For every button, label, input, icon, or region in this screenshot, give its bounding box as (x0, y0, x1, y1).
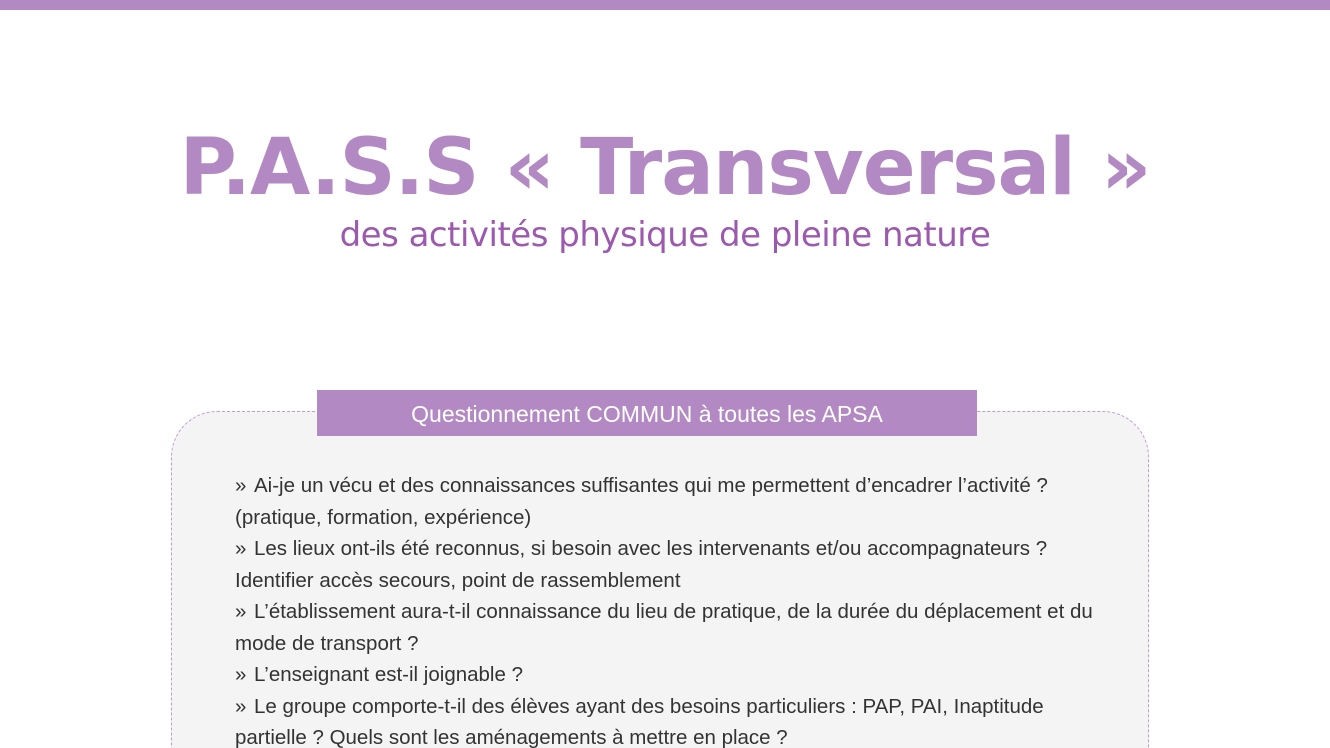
page-title: P.A.S.S « Transversal » (179, 123, 1151, 213)
list-item (235, 470, 1115, 533)
top-accent-bar (0, 0, 1330, 10)
question-text: Ai-je un vécu et des connaissances suffisantes qui me permettent d’encadrer l’activité ? (pratique, formation, expérience) (235, 474, 1048, 529)
page-subtitle: des activités physique de pleine nature (339, 215, 991, 255)
list-item (235, 691, 1115, 748)
bullet-icon: » (235, 694, 247, 718)
bullet-icon: » (235, 663, 247, 686)
bullet-icon: » (235, 537, 247, 560)
list-item (235, 596, 1115, 659)
question-text: Les lieux ont-ils été reconnus, si besoin avec les intervenants et/ou accompagnateurs ? Identifier accès secours, point de rassemblement (235, 537, 1048, 592)
bullet-icon: » (235, 600, 247, 623)
question-text: L’établissement aura-t-il connaissance du lieu de pratique, de la durée du déplacement et du mode de transport ? (235, 600, 1093, 655)
question-text: Le groupe comporte-t-il des élèves ayant des besoins particuliers : PAP, PAI, Inaptitude partielle ? Quels sont les aménagements à mettre en place ? (235, 694, 1044, 748)
questions-list (235, 470, 1115, 748)
section-heading: Questionnement COMMUN à toutes les APSA (317, 390, 977, 436)
list-item (235, 533, 1115, 596)
list-item (235, 659, 1115, 691)
question-text: L’enseignant est-il joignable ? (254, 663, 523, 686)
bullet-icon: » (235, 474, 247, 497)
